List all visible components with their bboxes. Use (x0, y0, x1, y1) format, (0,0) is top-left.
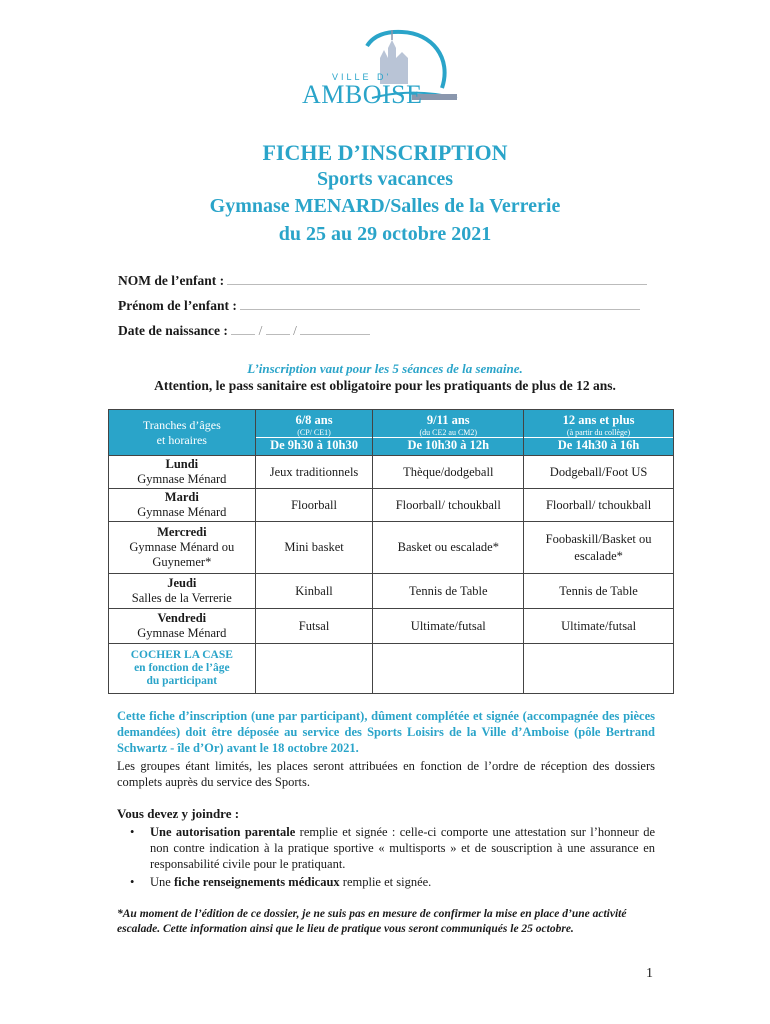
info-line-1: L’inscription vaut pour les 5 séances de la semaine. (247, 361, 523, 376)
subtitle-dates: du 25 au 29 octobre 2021 (278, 223, 492, 245)
table-header-row (109, 410, 674, 456)
activity-cell: Ultimate/futsal (524, 609, 674, 644)
day-cell (109, 522, 256, 574)
day-name: Jeudi (167, 576, 197, 590)
table-row (109, 456, 674, 489)
col-header-6-8 (255, 410, 373, 456)
col-classes: (du CE2 au CM2) (419, 427, 478, 437)
bullet1-text: remplie et signée : celle-ci comporte une attestation sur l’honneur de non contre indication à la pratique sportive « multisports » et de souscription à une assurance en responsabilité civile pour le pratiquant. (150, 825, 655, 871)
col-header-12-plus (524, 410, 674, 456)
bullet2-bold: fiche renseignements médicaux (173, 875, 340, 889)
bullet2-pre: Une (150, 875, 174, 889)
nom-label: NOM de l’enfant : (118, 273, 225, 288)
col-age: 12 ans et plus (562, 412, 635, 427)
col-hours: De 10h30 à 12h (373, 437, 523, 453)
list-item (130, 874, 655, 890)
activity-cell: Foobaskill/Basket ou escalade* (524, 522, 674, 574)
checkbox-6-8[interactable] (255, 644, 373, 694)
nom-field[interactable] (118, 272, 647, 289)
activity-cell: Jeux traditionnels (255, 456, 373, 489)
joindre-heading: Vous devez y joindre : (117, 806, 240, 821)
activity-cell: Kinball (255, 574, 373, 609)
day-cell (109, 609, 256, 644)
dob-field[interactable] (118, 322, 370, 339)
escalade-note: *Au moment de l’édition de ce dossier, je ne suis pas en mesure de confirmer la mise en place d’une activité escalade. Cette information ainsi que le lieu de pratique vous seront communiqués le 25 octobre. (117, 908, 627, 935)
day-place: Gymnase Ménard (137, 626, 227, 640)
schedule-table (108, 409, 674, 694)
dob-separator-2: / (293, 323, 297, 338)
dob-year-line[interactable] (300, 322, 370, 335)
page-title: FICHE D’INSCRIPTION (262, 140, 508, 165)
logo-amboise-text: AMBOISE (302, 80, 423, 109)
day-place: Gymnase Ménard (137, 472, 227, 486)
table-row (109, 522, 674, 574)
table-row (109, 609, 674, 644)
col-age: 6/8 ans (295, 412, 333, 427)
corner-header: Tranches d’âges et horaires (109, 410, 256, 456)
dob-separator: / (258, 323, 263, 338)
day-name: Lundi (165, 457, 199, 471)
dob-day-line[interactable] (231, 322, 255, 335)
day-cell (109, 574, 256, 609)
prenom-input-line[interactable] (240, 297, 640, 310)
amboise-logo (292, 28, 462, 110)
activity-cell: Floorball (255, 489, 373, 522)
prenom-label: Prénom de l’enfant : (118, 298, 237, 313)
col-hours: De 14h30 à 16h (524, 437, 673, 453)
list-item (130, 824, 655, 872)
checkbox-12-plus[interactable] (524, 644, 674, 694)
activity-cell: Ultimate/futsal (373, 609, 524, 644)
cocher-label: COCHER LA CASE en fonction de l’âge du participant (109, 644, 256, 694)
activity-cell: Floorball/ tchoukball (373, 489, 524, 522)
bullet-icon: • (130, 825, 135, 839)
activity-cell: Dodgeball/Foot US (524, 456, 674, 489)
documents-list (130, 824, 655, 890)
day-name: Vendredi (157, 611, 207, 625)
subtitle-sports: Sports vacances (316, 168, 454, 190)
activity-cell: Thèque/dodgeball (373, 456, 524, 489)
dob-label: Date de naissance : (118, 323, 228, 338)
col-header-9-11 (373, 410, 524, 456)
bullet-icon: • (130, 875, 135, 889)
dob-month-line[interactable] (266, 322, 290, 335)
day-cell (109, 456, 256, 489)
day-place: Salles de la Verrerie (131, 591, 232, 605)
day-cell (109, 489, 256, 522)
day-place: Gymnase Ménard ou Guynemer* (129, 540, 235, 569)
activity-cell: Basket ou escalade* (373, 522, 524, 574)
activity-cell: Floorball/ tchoukball (524, 489, 674, 522)
page-number: 1 (646, 966, 653, 981)
col-classes: (à partir du collège) (566, 427, 631, 437)
activity-cell: Futsal (255, 609, 373, 644)
prenom-field[interactable] (118, 297, 640, 314)
deposit-paragraph: Cette fiche d’inscription (une par participant), dûment complétée et signée (accompagnée des pièces demandées) doit être déposée au service des Sports Loisirs de la Ville d’Amboise (pôle Bertrand Schwartz - île d’Or) avant le 18 octobre 2021. (117, 709, 655, 755)
subtitle-venue: Gymnase MENARD/Salles de la Verrerie (209, 195, 561, 217)
activity-cell: Mini basket (255, 522, 373, 574)
info-line-2: Attention, le pass sanitaire est obligatoire pour les pratiquants de plus de 12 ans. (154, 378, 616, 393)
nom-input-line[interactable] (227, 272, 647, 285)
bullet2-text: remplie et signée. (339, 875, 432, 889)
col-classes: (CP/ CE1) (297, 427, 331, 437)
col-hours: De 9h30 à 10h30 (256, 437, 373, 453)
bullet1-bold: Une autorisation parentale (150, 825, 296, 839)
activity-cell: Tennis de Table (373, 574, 524, 609)
day-name: Mardi (164, 490, 199, 504)
logo-ville-text: VILLE D' (332, 72, 392, 82)
checkbox-9-11[interactable] (373, 644, 524, 694)
checkbox-row (109, 644, 674, 694)
col-age: 9/11 ans (426, 412, 470, 427)
activity-cell: Tennis de Table (524, 574, 674, 609)
table-row (109, 574, 674, 609)
table-row (109, 489, 674, 522)
day-place: Gymnase Ménard (137, 505, 227, 519)
groups-paragraph: Les groupes étant limités, les places seront attribuées en fonction de l’ordre de réception des dossiers complets auprès du service des Sports. (117, 759, 655, 789)
day-name: Mercredi (157, 525, 207, 539)
